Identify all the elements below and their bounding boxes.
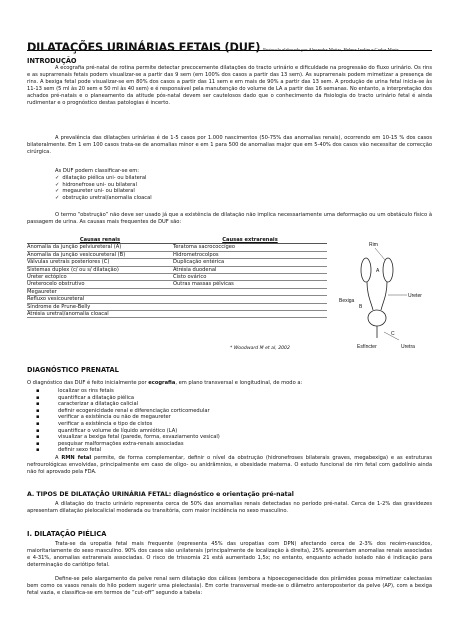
list-item: ▪ verificar a existência ou não de megaureter <box>36 414 220 421</box>
renal-cause: Sistemas duplex (c/ ou s/ dilatação) <box>27 266 119 273</box>
renal-cause: Megaureter <box>27 288 57 295</box>
prenatal-intro-bold: ecografia <box>148 380 176 386</box>
extrarenal-cause: Cisto ovárico <box>173 274 207 281</box>
left-kidney-shape <box>361 258 371 282</box>
renal-cause: Válvulas uretrais posteriores (C) <box>27 259 110 266</box>
list-item: ▪ quantificar a dilatação piélica <box>36 395 220 402</box>
table-credit: * Woodward M et al, 2002 <box>230 346 290 351</box>
table-row <box>27 311 327 318</box>
list-item: ▪ visualizar a bexiga fetal (parede, forma, esvaziamento vesical) <box>36 434 220 441</box>
left-ureter-shape <box>367 282 373 310</box>
table-row <box>27 244 327 251</box>
table-row <box>27 259 327 266</box>
table-row <box>27 266 327 273</box>
table-row <box>27 296 327 303</box>
classification-item: ✓ obstrução uretral/anomalia cloacal <box>55 195 152 202</box>
label-bexiga: Bexiga <box>339 298 355 304</box>
list-item: ▪ localizar os rins fetais <box>36 388 220 395</box>
extrarenal-cause: Duplicação entérica <box>173 259 225 266</box>
classification-item: ✓ hidronefrose uni- ou bilateral <box>55 182 152 189</box>
extrarenal-cause: Atrésia duodenal <box>173 266 217 273</box>
renal-cause: Síndrome de Prune-Belly <box>27 303 91 310</box>
prenatal-intro <box>27 380 432 387</box>
section-i-paragraph-2: Define-se pelo alargamento da pelve renal sem dilatação dos cálices (embora a hipoecogenecidade dos pirâmides possa mimetizar calectasias bem como os vasos renais do hilo podem sugerir uma pielectasia). Em corte transversal mede-se o diâmetro anteroposterior da pelve (AP), com a bexiga fetal vazia, e classifica-se em termos de “cut-off” segundo a tabela: <box>27 576 432 597</box>
list-item: ▪ definir ecogenicidade renal e diferenciação corticomedular <box>36 408 220 415</box>
rim-pointer <box>375 248 385 260</box>
prenatal-objectives-list <box>36 388 220 454</box>
renal-cause: Anomalia da junção pelviureteral (A) <box>27 244 122 251</box>
document-title: DILATAÇÕES URINÁRIAS FETAIS (DUF) <box>27 41 261 54</box>
intro-paragraph-2: A prevalência das dilatações urinárias é de 1-5 casos por 1.000 nascimentos (50-75% das anomalias renais), ocorrendo em 10-15 % dos casos bilateralmente. Em 1 em 100 casos trata-se de anomalias minor e em 1 para 500 de anomalias major que em 5-40% dos casos vão necessitar de correcção cirúrgica. <box>27 135 432 156</box>
label-uretra: Uretra <box>401 344 415 350</box>
renal-causes-header: Causas renais <box>79 237 121 243</box>
list-item: ▪ quantificar o volume de líquido amniótico (LA) <box>36 428 220 435</box>
renal-cause: Refluxo vesicoureteral <box>27 296 85 303</box>
list-item: ▪ pesquisar malformações extra-renais associadas <box>36 441 220 448</box>
renal-cause: Atrésia uretral/anomalia cloacal <box>27 311 109 318</box>
classification-item: ✓ dilatação piélica uni- ou bilateral <box>55 175 152 182</box>
right-ureter-shape <box>381 282 387 310</box>
intro-heading: INTRODUÇÃO <box>27 57 77 65</box>
bladder-shape <box>368 310 386 326</box>
section-a-heading: A. TIPOS DE DILATAÇÃO URINÁRIA FETAL: diagnóstico e orientação pré-natal <box>27 491 294 498</box>
table-row <box>27 303 327 310</box>
label-b: B <box>359 304 363 310</box>
renal-cause: Ureter ectópico <box>27 274 67 281</box>
extrarenal-cause: Outras massas pélvicas <box>173 281 234 288</box>
prenatal-intro-text-end: , em plano transversal e longitudinal, de modo a: <box>175 380 303 386</box>
section-i-heading: I. DILATAÇÃO PIÉLICA <box>27 530 107 538</box>
prenatal-intro-text: O diagnóstico das DUF é feito inicialmente por <box>27 380 149 386</box>
extrarenal-cause <box>173 288 327 295</box>
list-item: ▪ definir sexo fetal <box>36 447 220 454</box>
label-c: C <box>391 331 395 337</box>
label-rim: Rim <box>369 242 378 248</box>
list-item: ▪ verificar a existência e tipo de cistos <box>36 421 220 428</box>
label-ureter: Ureter <box>408 293 422 299</box>
intro-paragraph-3: O termo “obstrução” não deve ser usado já que a existência de dilatação não implica necessariamente uma deformação ou um obstáculo físico à passagem de urina. As causas mais frequentes de DUF são: <box>27 212 432 226</box>
table-row <box>27 251 327 258</box>
right-kidney-shape <box>383 258 393 282</box>
section-a-paragraph: A dilatação do tracto urinário representa cerca de 50% das anomalias renais detectadas no período pré-natal. Cerca de 1-2% das gravidezes apresentam dilatação pielocalicial moderada ou transitória, com maior incidência no sexo masculino. <box>27 501 432 515</box>
title-row <box>27 36 432 54</box>
urinary-tract-diagram <box>339 240 437 352</box>
classification-intro: As DUF podem classificar-se em: <box>55 168 140 174</box>
extrarenal-cause <box>173 311 327 318</box>
extrarenal-cause: Teratoma sacrococcígeo <box>173 244 236 251</box>
rmn-text-end: permite, de forma complementar, definir o nível da obstrução (hidronefroses bilaterais graves, megabexiga) e as estruturas nefrourológicas envolvidas, principalmente em caso de oligo- ou anidrâmnios, e obesidade materna. O estudo funcional de rim fetal com gadolínio ainda não foi aprovado pela FDA. <box>27 455 432 476</box>
intro-paragraph-1: A ecografia pré-natal de rotina permite detectar precocemente dilatações do tracto urinário e dificuldade na progressão do fluxo urinário. Os rins e as suprarrenais fetais podem visualizar-se a partir das 9 sem (em 100% dos casos a partir das 13 sem). As suprarrenais podem mimetizar a presença de rins. A bexiga fetal pode visualizar-se em 80% dos casos a partir das 11 sem e em mais de 90% a partir das 13 sem. A produção de urina fetal inicia-se às 11-13 sem (5 ml às 20 sem e 50 ml às 40 sem) e é responsável pela manutenção do volume de LA a partir das 16 semanas. No entanto, a interpretação dos achados pré-natais e o planeamento da atitude pós-natal devem ser cautelosos dado que o conhecimento da fisiologia do tracto urinário fetal é ainda rudimentar e o prognóstico destas patologias é incerto. <box>27 65 432 107</box>
list-item: ▪ caracterizar a dilatação calicial <box>36 401 220 408</box>
rmn-bold: RMN fetal <box>61 455 92 461</box>
prenatal-heading: DIAGNÓSTICO PRENATAL <box>27 366 119 374</box>
renal-cause: Ureterocelo obstrutivo <box>27 281 85 288</box>
extrarenal-cause: Hidrometrocolpos <box>173 251 219 258</box>
label-esfincter: Esfíncter <box>357 344 377 350</box>
classification-list <box>55 175 152 201</box>
protocol-authors: Protocolo elaborado por Alexandra Matias, Helena Jardim e Carlos Mariz <box>263 47 399 52</box>
label-a: A <box>376 268 380 274</box>
causes-table <box>27 237 327 318</box>
rmn-paragraph <box>27 455 432 476</box>
extrarenal-cause <box>173 296 327 303</box>
extrarenal-causes-header: Causas extrarenais <box>222 237 278 243</box>
table-row <box>27 288 327 295</box>
rmn-text-start: A <box>55 455 62 461</box>
table-row <box>27 281 327 288</box>
section-i-paragraph-1: Trata-se da uropatia fetal mais frequente (representa 45% das uropatias com DPN) afectando cerca de 2-3% dos recém-nascidos, maioritariamente do sexo masculino. 90% dos casos são unilaterais (principalmente de localização à direita), 25% apresentam anomalias renais associadas e 4-31%, anomalias extrarenais associadas. O risco de trissomia 21 está aumentado 1,5x; no entanto, enquanto achado isolado não é indicação para determinação do cariótipo fetal. <box>27 541 432 569</box>
extrarenal-cause <box>173 303 327 310</box>
renal-cause: Anomalia da junção vesicoureteral (B) <box>27 251 126 258</box>
table-row <box>27 274 327 281</box>
classification-item: ✓ megaureter uni- ou bilateral <box>55 188 152 195</box>
